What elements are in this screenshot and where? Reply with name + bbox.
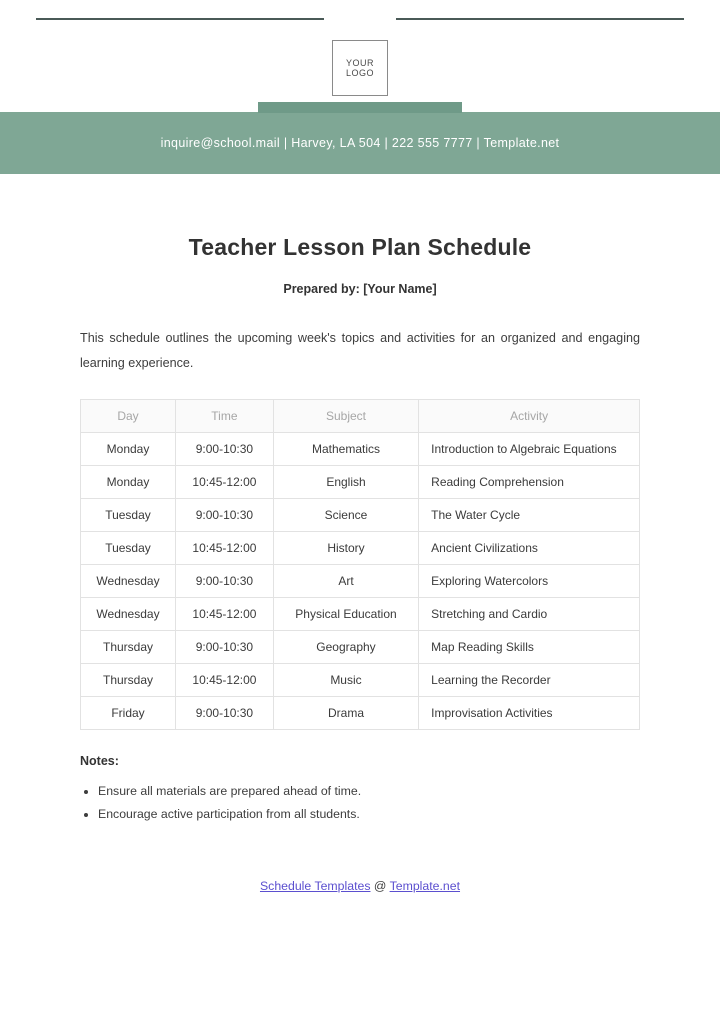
table-header-row	[81, 400, 640, 433]
cell-subject: Science	[273, 499, 418, 532]
cell-activity: Exploring Watercolors	[419, 565, 640, 598]
table-row	[81, 598, 640, 631]
cell-day: Thursday	[81, 664, 176, 697]
column-header-activity: Activity	[419, 400, 640, 433]
cell-time: 10:45-12:00	[176, 532, 274, 565]
table-row	[81, 499, 640, 532]
cell-subject: Mathematics	[273, 433, 418, 466]
cell-activity: Introduction to Algebraic Equations	[419, 433, 640, 466]
cell-activity: Learning the Recorder	[419, 664, 640, 697]
cell-activity: The Water Cycle	[419, 499, 640, 532]
cell-time: 10:45-12:00	[176, 598, 274, 631]
logo-line-1: YOUR	[345, 57, 374, 68]
list-item: • Ensure all materials are prepared ahead of time.	[98, 780, 640, 803]
document-body	[0, 234, 720, 893]
cell-day: Wednesday	[81, 565, 176, 598]
header-rule-left	[36, 18, 324, 20]
cell-day: Tuesday	[81, 499, 176, 532]
cell-day: Thursday	[81, 631, 176, 664]
cell-subject: Geography	[273, 631, 418, 664]
logo-placeholder	[332, 40, 388, 96]
column-header-time: Time	[176, 400, 274, 433]
cell-activity: Ancient Civilizations	[419, 532, 640, 565]
cell-activity: Map Reading Skills	[419, 631, 640, 664]
notes-list	[80, 780, 640, 827]
cell-activity: Improvisation Activities	[419, 697, 640, 730]
cell-time: 10:45-12:00	[176, 664, 274, 697]
cell-day: Monday	[81, 466, 176, 499]
table-row	[81, 565, 640, 598]
cell-day: Monday	[81, 433, 176, 466]
cell-subject: History	[273, 532, 418, 565]
schedule-templates-link[interactable]: Schedule Templates	[259, 878, 371, 893]
template-net-link[interactable]: Template.net	[389, 878, 461, 893]
contact-band-tab	[258, 102, 462, 113]
list-item: • Encourage active participation from all students.	[98, 803, 640, 826]
cell-subject: Drama	[273, 697, 418, 730]
footer-separator: @	[373, 878, 387, 893]
table-row	[81, 466, 640, 499]
cell-activity: Stretching and Cardio	[419, 598, 640, 631]
cell-activity: Reading Comprehension	[419, 466, 640, 499]
cell-subject: Physical Education	[273, 598, 418, 631]
schedule-table	[80, 399, 640, 730]
contact-band	[0, 112, 720, 174]
table-row	[81, 532, 640, 565]
notes-heading: Notes:	[80, 754, 119, 769]
cell-time: 9:00-10:30	[176, 697, 274, 730]
column-header-subject: Subject	[273, 400, 418, 433]
header-rule-right	[396, 18, 684, 20]
table-row	[81, 631, 640, 664]
cell-time: 9:00-10:30	[176, 433, 274, 466]
page-title: Teacher Lesson Plan Schedule	[188, 234, 532, 260]
cell-time: 9:00-10:30	[176, 499, 274, 532]
table-row	[81, 433, 640, 466]
table-row	[81, 697, 640, 730]
contact-info: inquire@school.mail | Harvey, LA 504 | 222 555 7777 | Template.net	[160, 136, 560, 150]
cell-time: 9:00-10:30	[176, 631, 274, 664]
document-header	[0, 0, 720, 112]
cell-day: Friday	[81, 697, 176, 730]
cell-subject: Art	[273, 565, 418, 598]
cell-day: Tuesday	[81, 532, 176, 565]
logo-line-2: LOGO	[345, 68, 374, 78]
cell-time: 10:45-12:00	[176, 466, 274, 499]
cell-subject: English	[273, 466, 418, 499]
intro-paragraph: This schedule outlines the upcoming week's topics and activities for an organized and engaging learning experience.	[80, 331, 640, 370]
prepared-by-line: Prepared by: [Your Name]	[283, 282, 437, 296]
column-header-day: Day	[81, 400, 176, 433]
cell-day: Wednesday	[81, 598, 176, 631]
footer-attribution	[80, 879, 640, 893]
cell-time: 9:00-10:30	[176, 565, 274, 598]
cell-subject: Music	[273, 664, 418, 697]
table-row	[81, 664, 640, 697]
